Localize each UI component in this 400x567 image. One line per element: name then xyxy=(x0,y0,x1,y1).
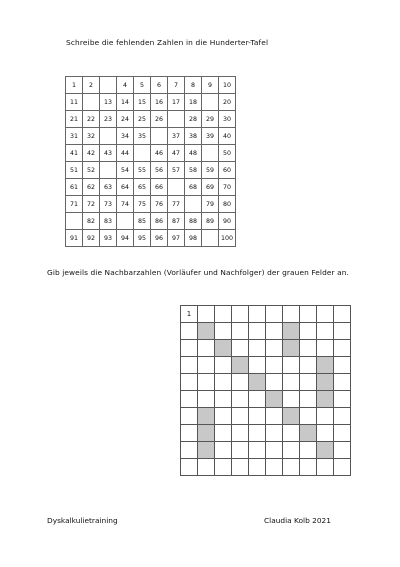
number-cell: 80 xyxy=(219,196,236,213)
empty-cell[interactable] xyxy=(283,357,300,374)
empty-cell[interactable] xyxy=(300,459,317,476)
number-cell: 7 xyxy=(168,77,185,94)
empty-cell[interactable] xyxy=(334,459,351,476)
shaded-cell xyxy=(317,391,334,408)
number-cell: 47 xyxy=(168,145,185,162)
empty-cell[interactable] xyxy=(215,306,232,323)
empty-cell[interactable] xyxy=(181,340,198,357)
hundred-table-row xyxy=(66,128,236,145)
hundred-table xyxy=(65,76,236,247)
empty-cell[interactable] xyxy=(266,306,283,323)
number-cell: 77 xyxy=(168,196,185,213)
empty-cell[interactable] xyxy=(317,459,334,476)
number-cell: 56 xyxy=(151,162,168,179)
empty-cell[interactable] xyxy=(317,425,334,442)
empty-cell[interactable] xyxy=(334,408,351,425)
shaded-cell xyxy=(300,425,317,442)
number-cell: 2 xyxy=(83,77,100,94)
neighbor-grid-row xyxy=(181,442,351,459)
number-cell: 43 xyxy=(100,145,117,162)
number-cell: 74 xyxy=(117,196,134,213)
number-cell: 39 xyxy=(202,128,219,145)
number-cell: 5 xyxy=(134,77,151,94)
number-cell: 37 xyxy=(168,128,185,145)
empty-cell[interactable] xyxy=(283,442,300,459)
number-cell: 58 xyxy=(185,162,202,179)
number-cell: 35 xyxy=(134,128,151,145)
neighbor-grid xyxy=(180,305,351,476)
shaded-cell xyxy=(283,408,300,425)
number-cell: 87 xyxy=(168,213,185,230)
empty-cell[interactable] xyxy=(215,323,232,340)
empty-cell[interactable] xyxy=(300,340,317,357)
neighbor-grid-row xyxy=(181,340,351,357)
number-cell: 15 xyxy=(134,94,151,111)
empty-cell[interactable] xyxy=(232,340,249,357)
number-cell: 93 xyxy=(100,230,117,247)
shaded-cell xyxy=(317,442,334,459)
missing-number-cell[interactable] xyxy=(117,213,134,230)
hundred-table-row xyxy=(66,94,236,111)
neighbor-grid-row xyxy=(181,306,351,323)
empty-cell[interactable] xyxy=(181,459,198,476)
number-cell: 52 xyxy=(83,162,100,179)
number-cell: 16 xyxy=(151,94,168,111)
number-cell: 14 xyxy=(117,94,134,111)
shaded-cell xyxy=(198,425,215,442)
empty-cell[interactable] xyxy=(283,374,300,391)
empty-cell[interactable] xyxy=(181,374,198,391)
missing-number-cell[interactable] xyxy=(168,111,185,128)
footer-author: Claudia Kolb 2021 xyxy=(264,516,331,525)
number-cell: 42 xyxy=(83,145,100,162)
empty-cell[interactable] xyxy=(283,391,300,408)
empty-cell[interactable] xyxy=(300,306,317,323)
empty-cell[interactable] xyxy=(181,323,198,340)
empty-cell[interactable] xyxy=(215,357,232,374)
number-cell: 22 xyxy=(83,111,100,128)
empty-cell[interactable] xyxy=(215,408,232,425)
instruction-text: Gib jeweils die Nachbarzahlen (Vorläufer und Nachfolger) der grauen Felder an. xyxy=(47,268,349,277)
number-cell: 8 xyxy=(185,77,202,94)
number-cell: 57 xyxy=(168,162,185,179)
empty-cell[interactable] xyxy=(334,340,351,357)
number-cell: 48 xyxy=(185,145,202,162)
empty-cell[interactable] xyxy=(266,357,283,374)
grid-start-cell: 1 xyxy=(181,306,198,323)
empty-cell[interactable] xyxy=(181,357,198,374)
empty-cell[interactable] xyxy=(232,459,249,476)
number-cell: 41 xyxy=(66,145,83,162)
number-cell: 38 xyxy=(185,128,202,145)
number-cell: 4 xyxy=(117,77,134,94)
number-cell: 26 xyxy=(151,111,168,128)
empty-cell[interactable] xyxy=(317,408,334,425)
empty-cell[interactable] xyxy=(198,374,215,391)
number-cell: 31 xyxy=(66,128,83,145)
number-cell: 63 xyxy=(100,179,117,196)
number-cell: 96 xyxy=(151,230,168,247)
neighbor-grid-row xyxy=(181,323,351,340)
empty-cell[interactable] xyxy=(334,442,351,459)
missing-number-cell[interactable] xyxy=(100,128,117,145)
number-cell: 20 xyxy=(219,94,236,111)
number-cell: 100 xyxy=(219,230,236,247)
hundred-table-row xyxy=(66,111,236,128)
hundred-table-row xyxy=(66,145,236,162)
empty-cell[interactable] xyxy=(300,408,317,425)
empty-cell[interactable] xyxy=(215,459,232,476)
shaded-cell xyxy=(283,340,300,357)
number-cell: 88 xyxy=(185,213,202,230)
empty-cell[interactable] xyxy=(215,374,232,391)
empty-cell[interactable] xyxy=(283,459,300,476)
empty-cell[interactable] xyxy=(249,391,266,408)
number-cell: 65 xyxy=(134,179,151,196)
empty-cell[interactable] xyxy=(266,323,283,340)
shaded-cell xyxy=(266,391,283,408)
number-cell: 73 xyxy=(100,196,117,213)
number-cell: 24 xyxy=(117,111,134,128)
missing-number-cell[interactable] xyxy=(168,179,185,196)
number-cell: 11 xyxy=(66,94,83,111)
empty-cell[interactable] xyxy=(300,442,317,459)
empty-cell[interactable] xyxy=(249,425,266,442)
number-cell: 72 xyxy=(83,196,100,213)
empty-cell[interactable] xyxy=(249,459,266,476)
empty-cell[interactable] xyxy=(198,306,215,323)
empty-cell[interactable] xyxy=(198,357,215,374)
empty-cell[interactable] xyxy=(266,374,283,391)
number-cell: 50 xyxy=(219,145,236,162)
empty-cell[interactable] xyxy=(249,408,266,425)
number-cell: 90 xyxy=(219,213,236,230)
number-cell: 82 xyxy=(83,213,100,230)
empty-cell[interactable] xyxy=(232,374,249,391)
empty-cell[interactable] xyxy=(334,374,351,391)
missing-number-cell[interactable] xyxy=(202,145,219,162)
number-cell: 98 xyxy=(185,230,202,247)
number-cell: 29 xyxy=(202,111,219,128)
number-cell: 60 xyxy=(219,162,236,179)
empty-cell[interactable] xyxy=(266,425,283,442)
empty-cell[interactable] xyxy=(300,357,317,374)
shaded-cell xyxy=(198,442,215,459)
number-cell: 64 xyxy=(117,179,134,196)
empty-cell[interactable] xyxy=(232,442,249,459)
worksheet-title: Schreibe die fehlenden Zahlen in die Hunderter-Tafel xyxy=(66,38,269,47)
number-cell: 55 xyxy=(134,162,151,179)
number-cell: 85 xyxy=(134,213,151,230)
shaded-cell xyxy=(215,340,232,357)
empty-cell[interactable] xyxy=(317,323,334,340)
number-cell: 59 xyxy=(202,162,219,179)
number-cell: 75 xyxy=(134,196,151,213)
empty-cell[interactable] xyxy=(300,323,317,340)
shaded-cell xyxy=(198,408,215,425)
shaded-cell xyxy=(249,374,266,391)
number-cell: 89 xyxy=(202,213,219,230)
missing-number-cell[interactable] xyxy=(83,94,100,111)
hundred-table-row xyxy=(66,213,236,230)
empty-cell[interactable] xyxy=(232,425,249,442)
empty-cell[interactable] xyxy=(249,340,266,357)
empty-cell[interactable] xyxy=(283,425,300,442)
number-cell: 76 xyxy=(151,196,168,213)
empty-cell[interactable] xyxy=(232,306,249,323)
number-cell: 34 xyxy=(117,128,134,145)
empty-cell[interactable] xyxy=(249,357,266,374)
empty-cell[interactable] xyxy=(232,408,249,425)
number-cell: 44 xyxy=(117,145,134,162)
number-cell: 46 xyxy=(151,145,168,162)
missing-number-cell[interactable] xyxy=(202,94,219,111)
missing-number-cell[interactable] xyxy=(151,128,168,145)
number-cell: 21 xyxy=(66,111,83,128)
empty-cell[interactable] xyxy=(300,391,317,408)
number-cell: 28 xyxy=(185,111,202,128)
number-cell: 9 xyxy=(202,77,219,94)
empty-cell[interactable] xyxy=(334,306,351,323)
empty-cell[interactable] xyxy=(317,306,334,323)
empty-cell[interactable] xyxy=(181,408,198,425)
empty-cell[interactable] xyxy=(232,391,249,408)
shaded-cell xyxy=(317,374,334,391)
empty-cell[interactable] xyxy=(334,323,351,340)
empty-cell[interactable] xyxy=(198,459,215,476)
hundred-table-row xyxy=(66,77,236,94)
shaded-cell xyxy=(232,357,249,374)
empty-cell[interactable] xyxy=(181,442,198,459)
number-cell: 68 xyxy=(185,179,202,196)
number-cell: 62 xyxy=(83,179,100,196)
empty-cell[interactable] xyxy=(317,340,334,357)
missing-number-cell[interactable] xyxy=(100,162,117,179)
number-cell: 83 xyxy=(100,213,117,230)
number-cell: 70 xyxy=(219,179,236,196)
shaded-cell xyxy=(317,357,334,374)
shaded-cell xyxy=(283,323,300,340)
empty-cell[interactable] xyxy=(283,306,300,323)
number-cell: 66 xyxy=(151,179,168,196)
number-cell: 94 xyxy=(117,230,134,247)
missing-number-cell[interactable] xyxy=(202,230,219,247)
number-cell: 17 xyxy=(168,94,185,111)
empty-cell[interactable] xyxy=(334,425,351,442)
number-cell: 86 xyxy=(151,213,168,230)
hundred-table-row xyxy=(66,230,236,247)
number-cell: 97 xyxy=(168,230,185,247)
hundred-table-row xyxy=(66,179,236,196)
number-cell: 25 xyxy=(134,111,151,128)
footer-course-name: Dyskalkulietraining xyxy=(47,516,118,525)
empty-cell[interactable] xyxy=(198,391,215,408)
number-cell: 95 xyxy=(134,230,151,247)
hundred-table-row xyxy=(66,162,236,179)
number-cell: 1 xyxy=(66,77,83,94)
number-cell: 71 xyxy=(66,196,83,213)
number-cell: 79 xyxy=(202,196,219,213)
number-cell: 10 xyxy=(219,77,236,94)
empty-cell[interactable] xyxy=(266,442,283,459)
number-cell: 91 xyxy=(66,230,83,247)
empty-cell[interactable] xyxy=(215,442,232,459)
missing-number-cell[interactable] xyxy=(100,77,117,94)
empty-cell[interactable] xyxy=(334,357,351,374)
number-cell: 6 xyxy=(151,77,168,94)
neighbor-grid-row xyxy=(181,425,351,442)
empty-cell[interactable] xyxy=(198,340,215,357)
empty-cell[interactable] xyxy=(181,391,198,408)
number-cell: 54 xyxy=(117,162,134,179)
empty-cell[interactable] xyxy=(266,459,283,476)
number-cell: 13 xyxy=(100,94,117,111)
empty-cell[interactable] xyxy=(215,391,232,408)
hundred-table-row xyxy=(66,196,236,213)
number-cell: 23 xyxy=(100,111,117,128)
neighbor-grid-row xyxy=(181,374,351,391)
number-cell: 18 xyxy=(185,94,202,111)
neighbor-grid-row xyxy=(181,357,351,374)
empty-cell[interactable] xyxy=(181,425,198,442)
number-cell: 92 xyxy=(83,230,100,247)
number-cell: 30 xyxy=(219,111,236,128)
empty-cell[interactable] xyxy=(300,374,317,391)
neighbor-grid-row xyxy=(181,391,351,408)
missing-number-cell[interactable] xyxy=(185,196,202,213)
empty-cell[interactable] xyxy=(249,442,266,459)
number-cell: 61 xyxy=(66,179,83,196)
number-cell: 51 xyxy=(66,162,83,179)
number-cell: 32 xyxy=(83,128,100,145)
neighbor-grid-row xyxy=(181,459,351,476)
empty-cell[interactable] xyxy=(334,391,351,408)
missing-number-cell[interactable] xyxy=(134,145,151,162)
number-cell: 40 xyxy=(219,128,236,145)
empty-cell[interactable] xyxy=(215,425,232,442)
empty-cell[interactable] xyxy=(249,323,266,340)
empty-cell[interactable] xyxy=(266,408,283,425)
empty-cell[interactable] xyxy=(266,340,283,357)
number-cell: 69 xyxy=(202,179,219,196)
empty-cell[interactable] xyxy=(232,323,249,340)
shaded-cell xyxy=(198,323,215,340)
missing-number-cell[interactable] xyxy=(66,213,83,230)
empty-cell[interactable] xyxy=(249,306,266,323)
neighbor-grid-row xyxy=(181,408,351,425)
